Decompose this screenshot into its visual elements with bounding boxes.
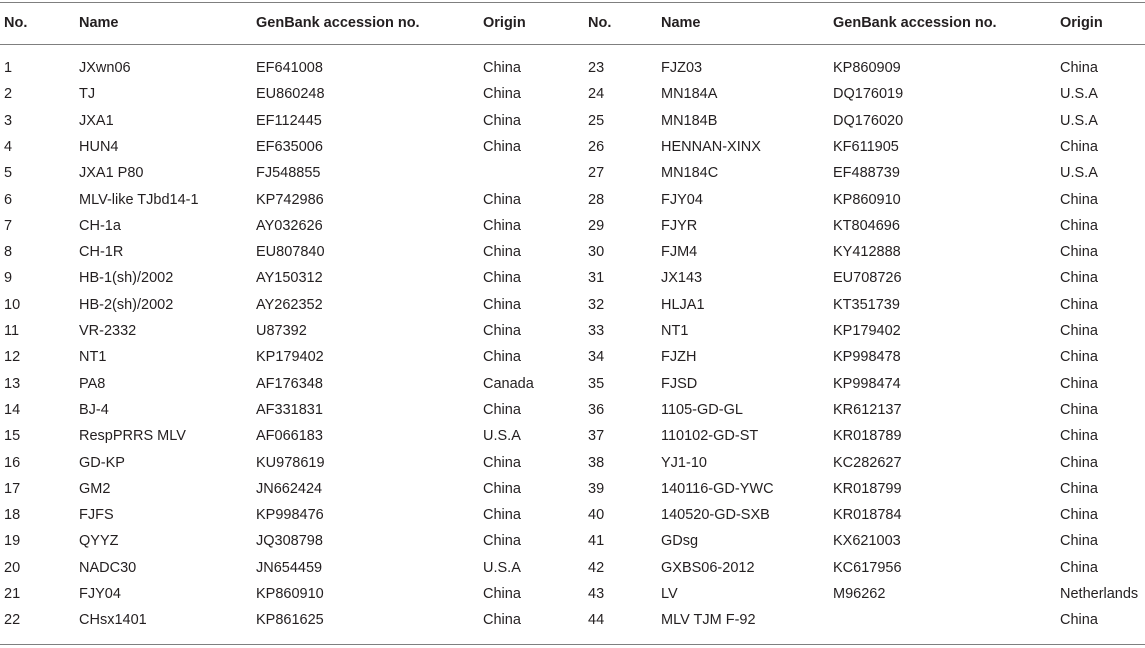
table-row xyxy=(0,397,1145,423)
table-row xyxy=(0,318,1145,344)
cell-origin: China xyxy=(483,217,521,234)
cell-name: HB-1(sh)/2002 xyxy=(79,270,174,287)
cell-no-2: 29 xyxy=(588,217,605,234)
cell-origin-2: China xyxy=(1060,323,1098,339)
cell-genbank-2: KP860910 xyxy=(833,191,901,208)
cell-origin-2: U.S.A xyxy=(1060,86,1098,103)
header-origin-2: Origin xyxy=(1060,15,1103,31)
cell-name-2: FJZH xyxy=(661,349,697,366)
cell-name-2: MLV TJM F-92 xyxy=(661,612,756,629)
cell-origin: China xyxy=(483,244,521,261)
cell-name: FJFS xyxy=(79,507,114,524)
cell-no-2: 28 xyxy=(588,191,605,208)
cell-origin-2: China xyxy=(1060,507,1098,524)
cell-origin-2: Netherlands xyxy=(1060,586,1139,602)
cell-genbank: KP860910 xyxy=(256,586,324,602)
cell-origin: China xyxy=(483,270,521,287)
cell-no-2: 30 xyxy=(588,244,605,261)
cell-genbank-2: KR612137 xyxy=(833,401,902,418)
cell-no-2: 26 xyxy=(588,138,605,155)
cell-genbank-2: KY412888 xyxy=(833,244,901,261)
cell-name: CH-1R xyxy=(79,244,124,261)
cell-name-2: 140520-GD-SXB xyxy=(661,507,770,524)
cell-genbank: AY262352 xyxy=(256,296,323,313)
cell-genbank: EU807840 xyxy=(256,244,325,261)
cell-genbank-2: KP998474 xyxy=(833,375,901,392)
cell-genbank-2: KP179402 xyxy=(833,323,901,339)
cell-origin-2: China xyxy=(1060,60,1098,76)
table-row xyxy=(0,292,1145,318)
cell-no-2: 43 xyxy=(588,586,605,602)
cell-name-2: JX143 xyxy=(661,270,703,287)
cell-origin-2: China xyxy=(1060,454,1098,471)
cell-name-2: LV xyxy=(661,586,678,602)
cell-name-2: FJM4 xyxy=(661,244,698,261)
cell-genbank-2: KX621003 xyxy=(833,533,901,550)
cell-genbank-2: KF611905 xyxy=(833,138,899,155)
cell-origin: China xyxy=(483,507,521,524)
cell-origin-2: China xyxy=(1060,191,1098,208)
cell-origin: China xyxy=(483,401,521,418)
cell-genbank: KP742986 xyxy=(256,191,324,208)
table-row xyxy=(0,528,1145,554)
cell-origin-2: China xyxy=(1060,401,1098,418)
cell-no-2: 23 xyxy=(588,60,605,76)
cell-origin-2: China xyxy=(1060,480,1098,497)
cell-name: GM2 xyxy=(79,480,111,497)
cell-no-2: 32 xyxy=(588,296,605,313)
cell-name: RespPRRS MLV xyxy=(79,428,186,445)
table-row xyxy=(0,607,1145,633)
cell-no-2: 40 xyxy=(588,507,605,524)
cell-name-2: MN184B xyxy=(661,112,718,129)
cell-genbank: EF112445 xyxy=(256,112,322,129)
cell-origin: U.S.A xyxy=(483,559,521,576)
cell-origin-2: China xyxy=(1060,349,1098,366)
table-row xyxy=(0,213,1145,239)
header-genbank-2: GenBank accession no. xyxy=(833,15,997,31)
cell-no: 7 xyxy=(4,217,13,234)
cell-origin-2: China xyxy=(1060,533,1098,550)
cell-genbank: AF066183 xyxy=(256,428,323,445)
cell-no: 11 xyxy=(4,323,20,339)
cell-genbank: AY032626 xyxy=(256,217,323,234)
table-row xyxy=(0,160,1145,186)
cell-origin-2: China xyxy=(1060,138,1098,155)
cell-name-2: 110102-GD-ST xyxy=(661,428,759,445)
cell-genbank: KP861625 xyxy=(256,612,324,629)
header-rule xyxy=(0,44,1145,45)
table-row xyxy=(0,423,1145,449)
cell-name: HUN4 xyxy=(79,138,119,155)
cell-no-2: 25 xyxy=(588,112,605,129)
table-header-row xyxy=(0,10,1145,36)
table-row xyxy=(0,476,1145,502)
cell-no-2: 31 xyxy=(588,270,605,287)
cell-origin: China xyxy=(483,296,521,313)
header-origin: Origin xyxy=(483,15,526,31)
cell-name: JXA1 P80 xyxy=(79,165,144,182)
cell-no: 2 xyxy=(4,86,13,103)
cell-no: 15 xyxy=(4,428,21,445)
cell-origin-2: U.S.A xyxy=(1060,165,1098,182)
cell-origin-2: U.S.A xyxy=(1060,112,1098,129)
cell-genbank-2: M96262 xyxy=(833,586,886,602)
cell-origin: China xyxy=(483,86,521,103)
cell-genbank: KP998476 xyxy=(256,507,324,524)
cell-genbank-2: KR018799 xyxy=(833,480,902,497)
cell-no: 1 xyxy=(4,60,13,76)
cell-origin-2: China xyxy=(1060,270,1098,287)
table-row xyxy=(0,265,1145,291)
cell-genbank: JQ308798 xyxy=(256,533,323,550)
cell-name-2: GDsg xyxy=(661,533,699,550)
cell-name: CHsx1401 xyxy=(79,612,147,629)
cell-name-2: 1105-GD-GL xyxy=(661,401,743,418)
cell-name-2: GXBS06-2012 xyxy=(661,559,755,576)
cell-genbank-2: KT351739 xyxy=(833,296,900,313)
cell-origin: China xyxy=(483,454,521,471)
bottom-rule xyxy=(0,644,1145,645)
cell-no: 19 xyxy=(4,533,21,550)
cell-name-2: FJZ03 xyxy=(661,60,703,76)
cell-no: 18 xyxy=(4,507,21,524)
cell-no: 21 xyxy=(4,586,21,602)
cell-origin: China xyxy=(483,323,521,339)
cell-no: 20 xyxy=(4,559,21,576)
table-row xyxy=(0,187,1145,213)
cell-name-2: YJ1-10 xyxy=(661,454,707,471)
table-row xyxy=(0,344,1145,370)
cell-name: FJY04 xyxy=(79,586,121,602)
top-rule xyxy=(0,2,1145,3)
cell-origin-2: China xyxy=(1060,217,1098,234)
cell-name: TJ xyxy=(79,86,96,103)
cell-no: 17 xyxy=(4,480,21,497)
header-name: Name xyxy=(79,15,119,31)
cell-genbank-2: EU708726 xyxy=(833,270,902,287)
cell-name-2: MN184C xyxy=(661,165,719,182)
cell-no-2: 39 xyxy=(588,480,605,497)
cell-name-2: NT1 xyxy=(661,323,689,339)
cell-no-2: 27 xyxy=(588,165,605,182)
cell-genbank: KU978619 xyxy=(256,454,325,471)
cell-no: 22 xyxy=(4,612,21,629)
cell-no-2: 44 xyxy=(588,612,605,629)
cell-name: JXA1 xyxy=(79,112,114,129)
cell-origin-2: China xyxy=(1060,428,1098,445)
cell-no-2: 38 xyxy=(588,454,605,471)
cell-no-2: 33 xyxy=(588,323,605,339)
cell-genbank-2: KP998478 xyxy=(833,349,901,366)
cell-no: 13 xyxy=(4,375,21,392)
cell-genbank: AF176348 xyxy=(256,375,323,392)
cell-no-2: 34 xyxy=(588,349,605,366)
cell-origin-2: China xyxy=(1060,296,1098,313)
cell-genbank-2: KP860909 xyxy=(833,60,901,76)
cell-name-2: FJSD xyxy=(661,375,698,392)
cell-name: NT1 xyxy=(79,349,107,366)
header-no: No. xyxy=(4,15,28,31)
cell-name-2: MN184A xyxy=(661,86,718,103)
table-row xyxy=(0,555,1145,581)
cell-origin: China xyxy=(483,112,521,129)
cell-no: 14 xyxy=(4,401,21,418)
cell-name: GD-KP xyxy=(79,454,125,471)
cell-name: MLV-like TJbd14-1 xyxy=(79,191,199,208)
cell-no: 10 xyxy=(4,296,21,313)
cell-genbank: AF331831 xyxy=(256,401,323,418)
cell-no-2: 41 xyxy=(588,533,605,550)
cell-origin: China xyxy=(483,480,521,497)
cell-origin: China xyxy=(483,349,521,366)
cell-name-2: FJY04 xyxy=(661,191,703,208)
header-no-2: No. xyxy=(588,15,612,31)
cell-origin-2: China xyxy=(1060,375,1098,392)
cell-origin: China xyxy=(483,612,521,629)
cell-no: 9 xyxy=(4,270,13,287)
table-row xyxy=(0,55,1145,81)
cell-genbank-2: KR018784 xyxy=(833,507,902,524)
table-row xyxy=(0,450,1145,476)
cell-name-2: HLJA1 xyxy=(661,296,705,313)
cell-name: CH-1a xyxy=(79,217,121,234)
cell-origin: China xyxy=(483,586,521,602)
cell-no: 8 xyxy=(4,244,13,261)
cell-name-2: FJYR xyxy=(661,217,698,234)
cell-genbank: JN662424 xyxy=(256,480,323,497)
cell-origin: China xyxy=(483,138,521,155)
table-row xyxy=(0,371,1145,397)
cell-genbank-2: EF488739 xyxy=(833,165,900,182)
cell-genbank-2: DQ176020 xyxy=(833,112,904,129)
cell-genbank-2: DQ176019 xyxy=(833,86,904,103)
table-row xyxy=(0,108,1145,134)
cell-origin-2: China xyxy=(1060,612,1098,629)
cell-origin-2: China xyxy=(1060,244,1098,261)
cell-genbank-2: KR018789 xyxy=(833,428,902,445)
cell-no: 4 xyxy=(4,138,13,155)
table-row xyxy=(0,502,1145,528)
cell-genbank: JN654459 xyxy=(256,559,323,576)
cell-name-2: 140116-GD-YWC xyxy=(661,480,774,497)
cell-origin: Canada xyxy=(483,375,534,392)
cell-no-2: 36 xyxy=(588,401,605,418)
cell-genbank-2: KC617956 xyxy=(833,559,902,576)
cell-genbank: FJ548855 xyxy=(256,165,321,182)
cell-genbank: EU860248 xyxy=(256,86,325,103)
cell-origin: U.S.A xyxy=(483,428,521,445)
header-genbank: GenBank accession no. xyxy=(256,15,420,31)
cell-genbank-2: KT804696 xyxy=(833,217,900,234)
table-row xyxy=(0,81,1145,107)
cell-origin: China xyxy=(483,60,521,76)
cell-no-2: 37 xyxy=(588,428,605,445)
cell-name: NADC30 xyxy=(79,559,137,576)
table-row xyxy=(0,581,1145,607)
cell-no: 16 xyxy=(4,454,21,471)
cell-name: BJ-4 xyxy=(79,401,109,418)
cell-origin: China xyxy=(483,191,521,208)
cell-no: 5 xyxy=(4,165,13,182)
cell-genbank: KP179402 xyxy=(256,349,324,366)
cell-no-2: 35 xyxy=(588,375,605,392)
cell-no-2: 24 xyxy=(588,86,605,103)
cell-name: PA8 xyxy=(79,375,106,392)
cell-genbank-2: KC282627 xyxy=(833,454,902,471)
cell-no-2: 42 xyxy=(588,559,605,576)
cell-no: 6 xyxy=(4,191,13,208)
cell-genbank: EF641008 xyxy=(256,60,323,76)
cell-no: 3 xyxy=(4,112,13,129)
cell-genbank: EF635006 xyxy=(256,138,323,155)
cell-name: JXwn06 xyxy=(79,60,131,76)
cell-origin-2: China xyxy=(1060,559,1098,576)
cell-no: 12 xyxy=(4,349,21,366)
header-name-2: Name xyxy=(661,15,701,31)
table-row xyxy=(0,239,1145,265)
cell-name-2: HENNAN-XINX xyxy=(661,138,761,155)
cell-name: QYYZ xyxy=(79,533,119,550)
table-row xyxy=(0,134,1145,160)
cell-name: HB-2(sh)/2002 xyxy=(79,296,174,313)
cell-origin: China xyxy=(483,533,521,550)
cell-name: VR-2332 xyxy=(79,323,137,339)
cell-genbank: AY150312 xyxy=(256,270,323,287)
cell-genbank: U87392 xyxy=(256,323,307,339)
